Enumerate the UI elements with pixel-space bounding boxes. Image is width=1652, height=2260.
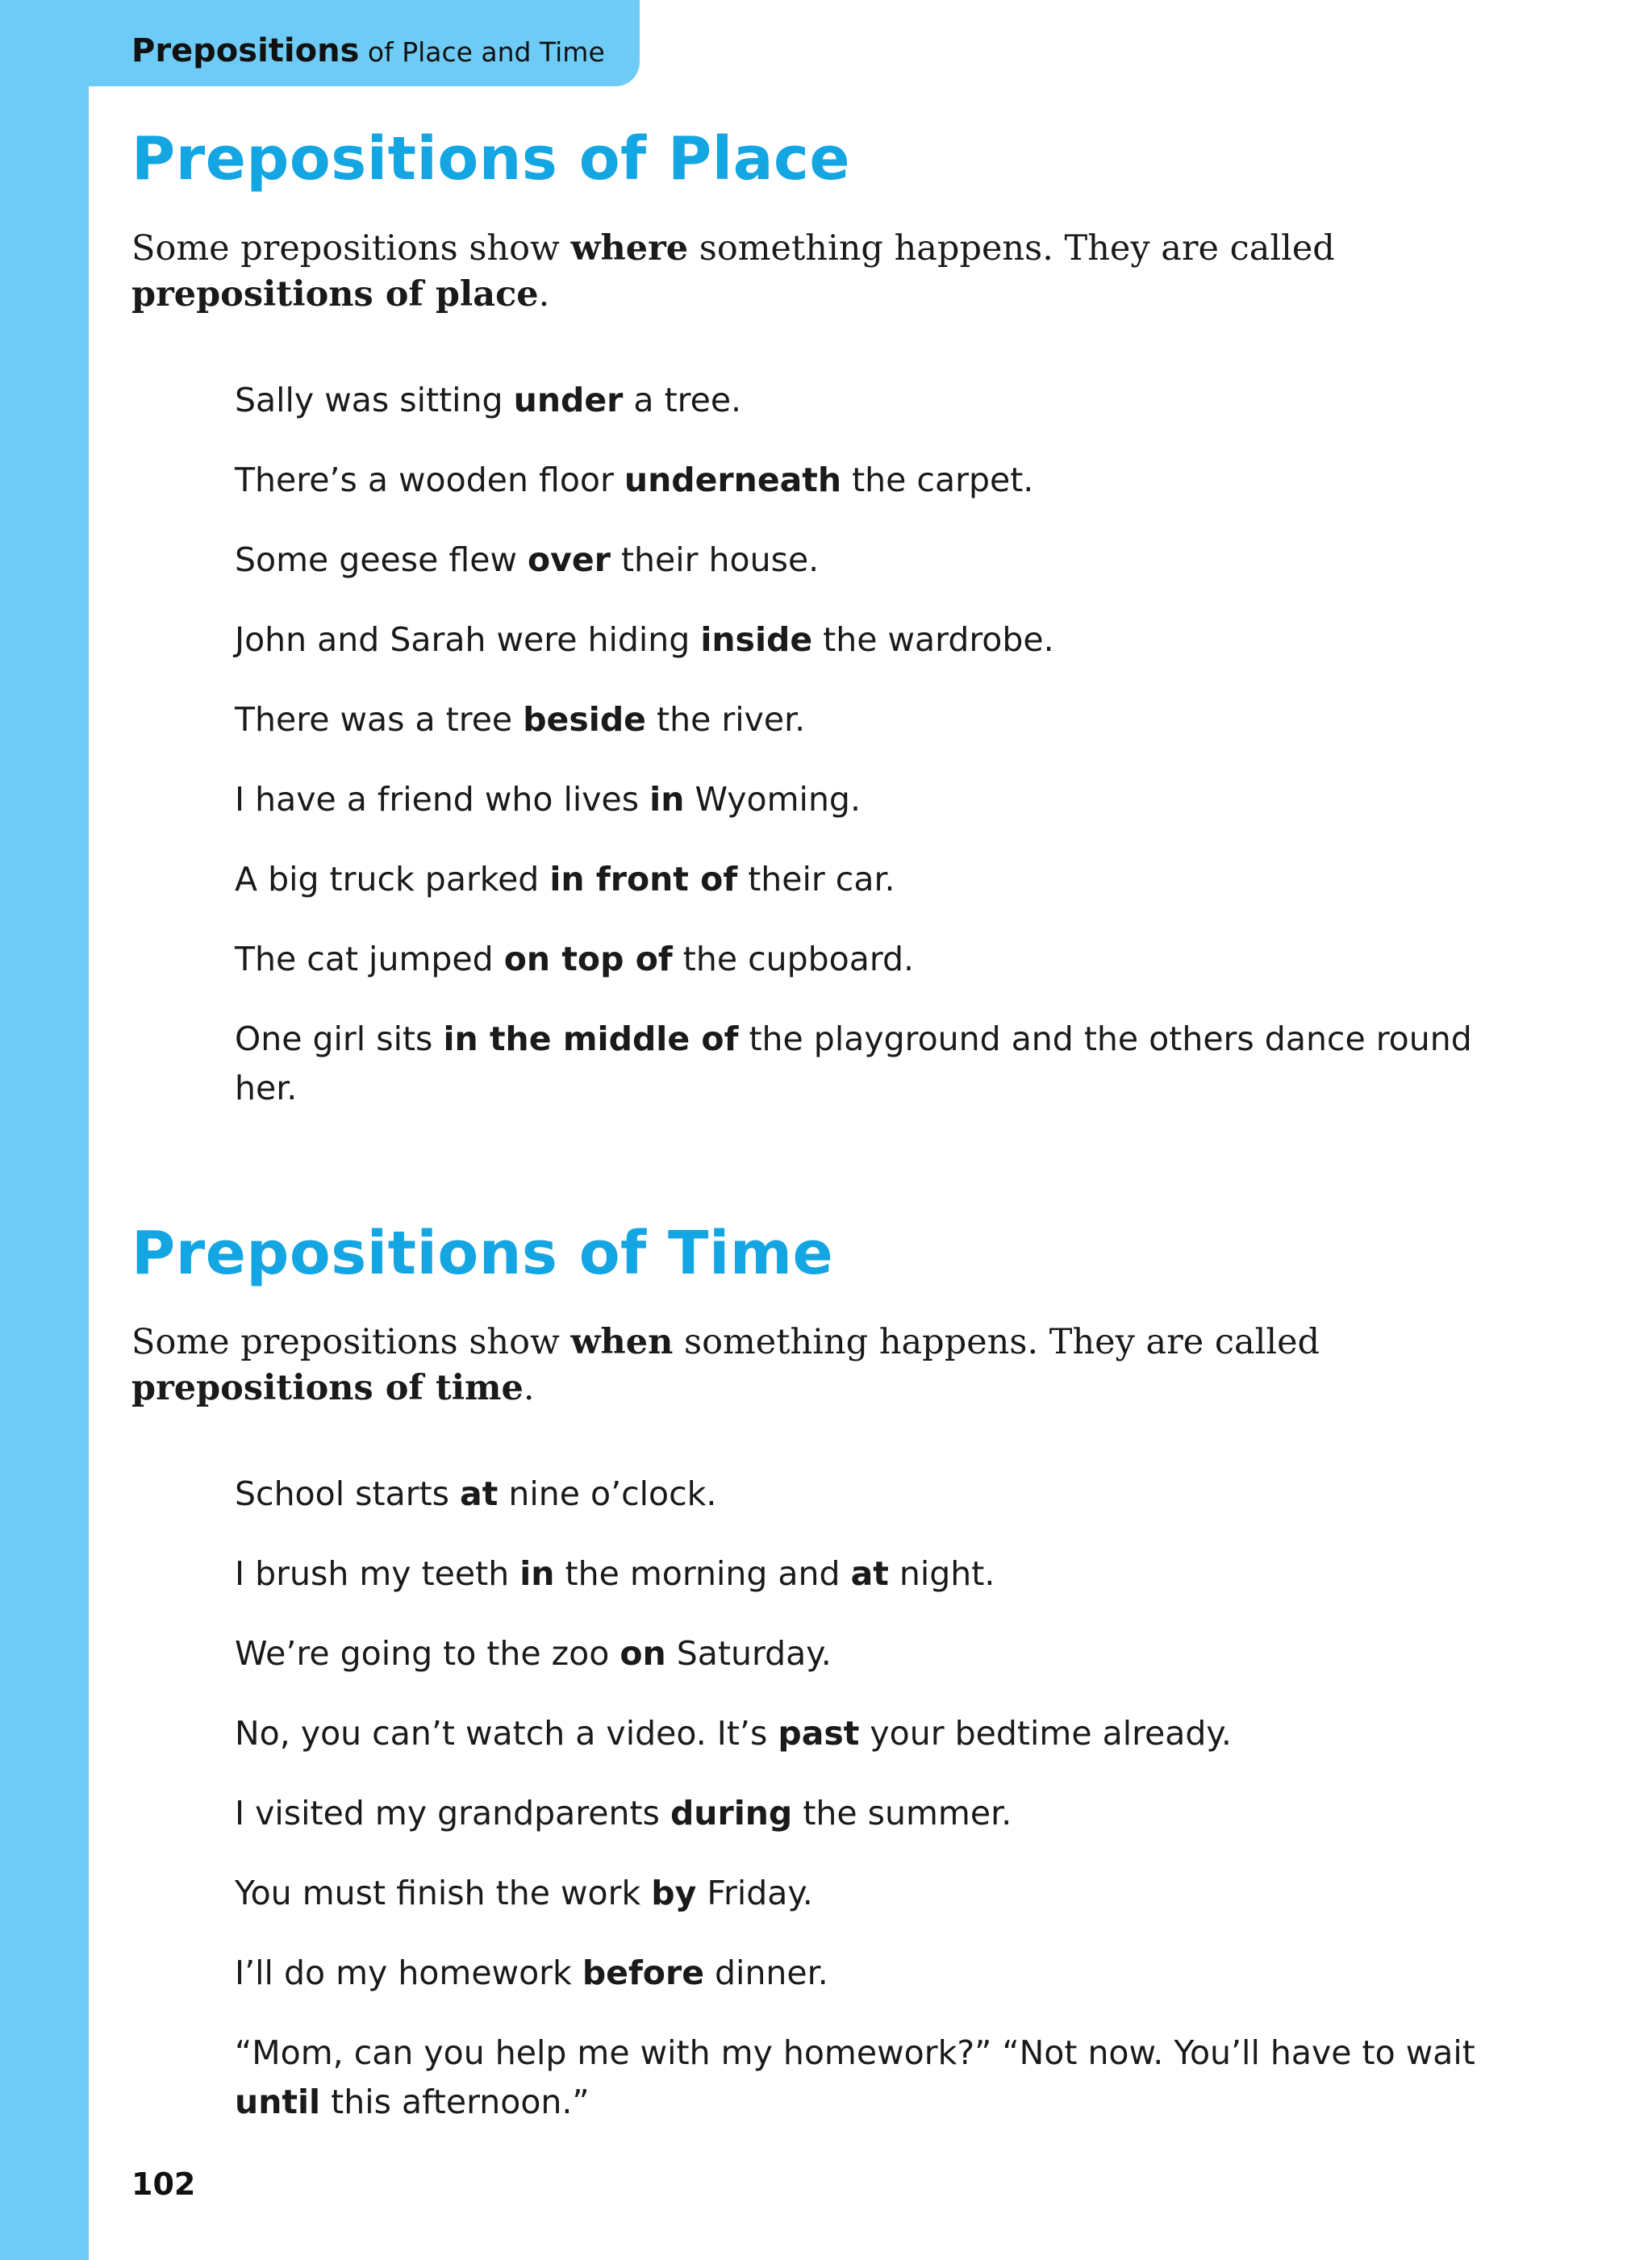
- example-sentence: [235, 1789, 1493, 1838]
- bold-term: beside: [523, 700, 646, 739]
- text-run: You must finish the work: [235, 1874, 652, 1912]
- text-run: nine o’clock.: [498, 1474, 717, 1513]
- text-run: a tree.: [623, 381, 742, 419]
- bold-term: on: [620, 1634, 666, 1673]
- text-run: The cat jumped: [235, 940, 504, 978]
- running-header-bold: Prepositions: [131, 32, 360, 69]
- example-sentence: [235, 1629, 1493, 1678]
- example-sentence: [235, 695, 1493, 744]
- examples-place: [235, 376, 1493, 1144]
- text-run: the carpet.: [841, 461, 1034, 499]
- text-run: .: [523, 1368, 535, 1408]
- text-run: their car.: [737, 860, 895, 899]
- text-run: the river.: [645, 700, 806, 739]
- text-run: their house.: [610, 540, 820, 579]
- example-sentence: [235, 1549, 1493, 1599]
- text-run: A big truck parked: [235, 860, 550, 899]
- examples-time: [235, 1470, 1493, 2158]
- bold-term: over: [528, 540, 611, 579]
- left-accent-bar: [0, 0, 89, 2260]
- example-sentence: [235, 1709, 1493, 1758]
- text-run: I brush my teeth: [235, 1554, 520, 1593]
- text-run: Some geese flew: [235, 540, 528, 579]
- example-sentence: [235, 935, 1493, 984]
- bold-term: where: [570, 228, 689, 269]
- text-run: I’ll do my homework: [235, 1954, 582, 1992]
- bold-term: before: [582, 1954, 704, 1992]
- bold-term: under: [513, 381, 624, 419]
- bold-term: in: [649, 780, 685, 819]
- text-run: the morning and: [554, 1554, 851, 1593]
- running-header-rest: of Place and Time: [359, 36, 605, 68]
- text-run: this afternoon.”: [320, 2083, 590, 2121]
- text-run: .: [538, 274, 550, 315]
- example-sentence: [235, 855, 1493, 904]
- example-sentence: [235, 615, 1493, 665]
- bold-term: prepositions of place: [131, 274, 539, 315]
- bold-term: during: [670, 1794, 793, 1833]
- example-sentence: [235, 2029, 1493, 2127]
- section-title-time: Prepositions of Time: [131, 1219, 834, 1288]
- text-run: I have a friend who lives: [235, 780, 650, 819]
- example-sentence: [235, 536, 1493, 585]
- bold-term: underneath: [624, 461, 842, 499]
- bold-term: prepositions of time: [131, 1368, 524, 1408]
- running-header: [0, 0, 640, 86]
- text-run: We’re going to the zoo: [235, 1634, 620, 1673]
- text-run: Wyoming.: [684, 780, 861, 819]
- example-sentence: [235, 1949, 1493, 1998]
- text-run: I visited my grandparents: [235, 1794, 670, 1833]
- text-run: Saturday.: [665, 1634, 832, 1673]
- text-run: the playground and the others dance round her.: [235, 1020, 1472, 1107]
- bold-term: in the middle of: [443, 1020, 739, 1058]
- text-run: John and Sarah were hiding: [235, 620, 701, 659]
- text-run: dinner.: [704, 1954, 828, 1992]
- example-sentence: [235, 775, 1493, 824]
- example-sentence: [235, 1015, 1493, 1113]
- bold-term: inside: [700, 620, 813, 659]
- text-run: There’s a wooden floor: [235, 461, 624, 499]
- bold-term: when: [570, 1322, 674, 1362]
- example-sentence: [235, 456, 1493, 505]
- bold-term: on top of: [503, 940, 673, 978]
- text-run: School starts: [235, 1474, 461, 1513]
- text-run: One girl sits: [235, 1020, 444, 1058]
- bold-term: at: [850, 1554, 889, 1593]
- text-run: There was a tree: [235, 700, 524, 739]
- bold-term: past: [778, 1714, 860, 1753]
- text-run: the summer.: [792, 1794, 1012, 1833]
- bold-term: by: [651, 1874, 697, 1912]
- section-title-place: Prepositions of Place: [131, 124, 851, 194]
- text-run: Sally was sitting: [235, 381, 514, 419]
- example-sentence: [235, 376, 1493, 425]
- text-run: something happens. They are called: [688, 228, 1335, 269]
- text-run: the cupboard.: [672, 940, 915, 978]
- text-run: No, you can’t watch a video. It’s: [235, 1714, 778, 1753]
- text-run: Some prepositions show: [131, 228, 571, 269]
- bold-term: in: [519, 1554, 555, 1593]
- bold-term: at: [460, 1474, 499, 1513]
- text-run: “Mom, can you help me with my homework?” “Not now. You’ll have to wait: [235, 2033, 1475, 2072]
- text-run: Some prepositions show: [131, 1322, 571, 1362]
- bold-term: until: [235, 2083, 321, 2121]
- text-run: your bedtime already.: [859, 1714, 1232, 1753]
- page-number: 102: [131, 2166, 196, 2202]
- intro-time: [131, 1320, 1543, 1411]
- text-run: the wardrobe.: [812, 620, 1054, 659]
- text-run: something happens. They are called: [673, 1322, 1320, 1362]
- text-run: night.: [888, 1554, 995, 1593]
- example-sentence: [235, 1869, 1493, 1918]
- intro-place: [131, 226, 1543, 318]
- example-sentence: [235, 1470, 1493, 1519]
- text-run: Friday.: [696, 1874, 813, 1912]
- bold-term: in front of: [549, 860, 738, 899]
